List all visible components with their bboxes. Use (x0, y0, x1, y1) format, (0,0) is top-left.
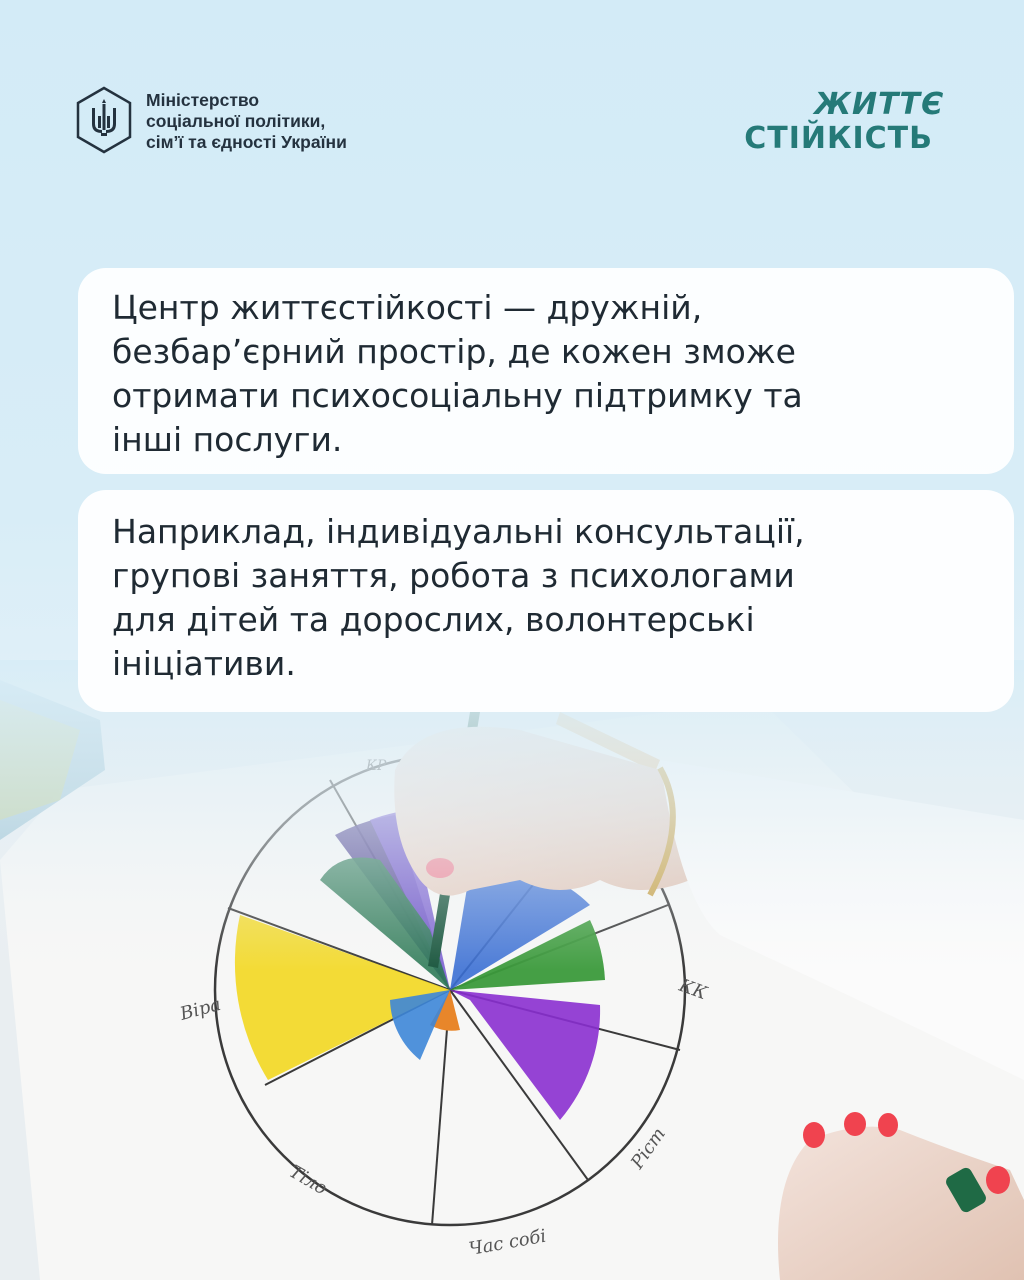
intro-line-2: безбар’єрний простір, де кожен зможе (112, 332, 796, 371)
examples-line-3: для дітей та дорослих, волонтерські (112, 600, 755, 639)
ukraine-trident-emblem-icon (76, 86, 132, 154)
intro-line-4: інші послуги. (112, 420, 343, 459)
examples-line-1: Наприклад, індивідуальні консультації, (112, 512, 805, 551)
intro-line-3: отримати психосоціальну підтримку та (112, 376, 803, 415)
ministry-line-2: соціальної політики, (146, 111, 326, 131)
brand-logo (744, 88, 944, 156)
ministry-line-3: сім’ї та єдності України (146, 132, 347, 152)
brand-line-1: ЖИТТЄ (814, 87, 944, 122)
examples-line-2: групові заняття, робота з психологами (112, 556, 795, 595)
examples-line-4: ініціативи. (112, 644, 296, 683)
header (0, 0, 1024, 200)
examples-card (78, 490, 1014, 712)
photo-illustration (0, 660, 1024, 1280)
ministry-line-1: Міністерство (146, 90, 260, 110)
intro-card (78, 268, 1014, 474)
intro-line-1: Центр життєстійкості — дружній, (112, 288, 703, 327)
ministry-name (146, 90, 347, 153)
brand-line-2: СТІЙКІСТЬ (744, 121, 933, 156)
